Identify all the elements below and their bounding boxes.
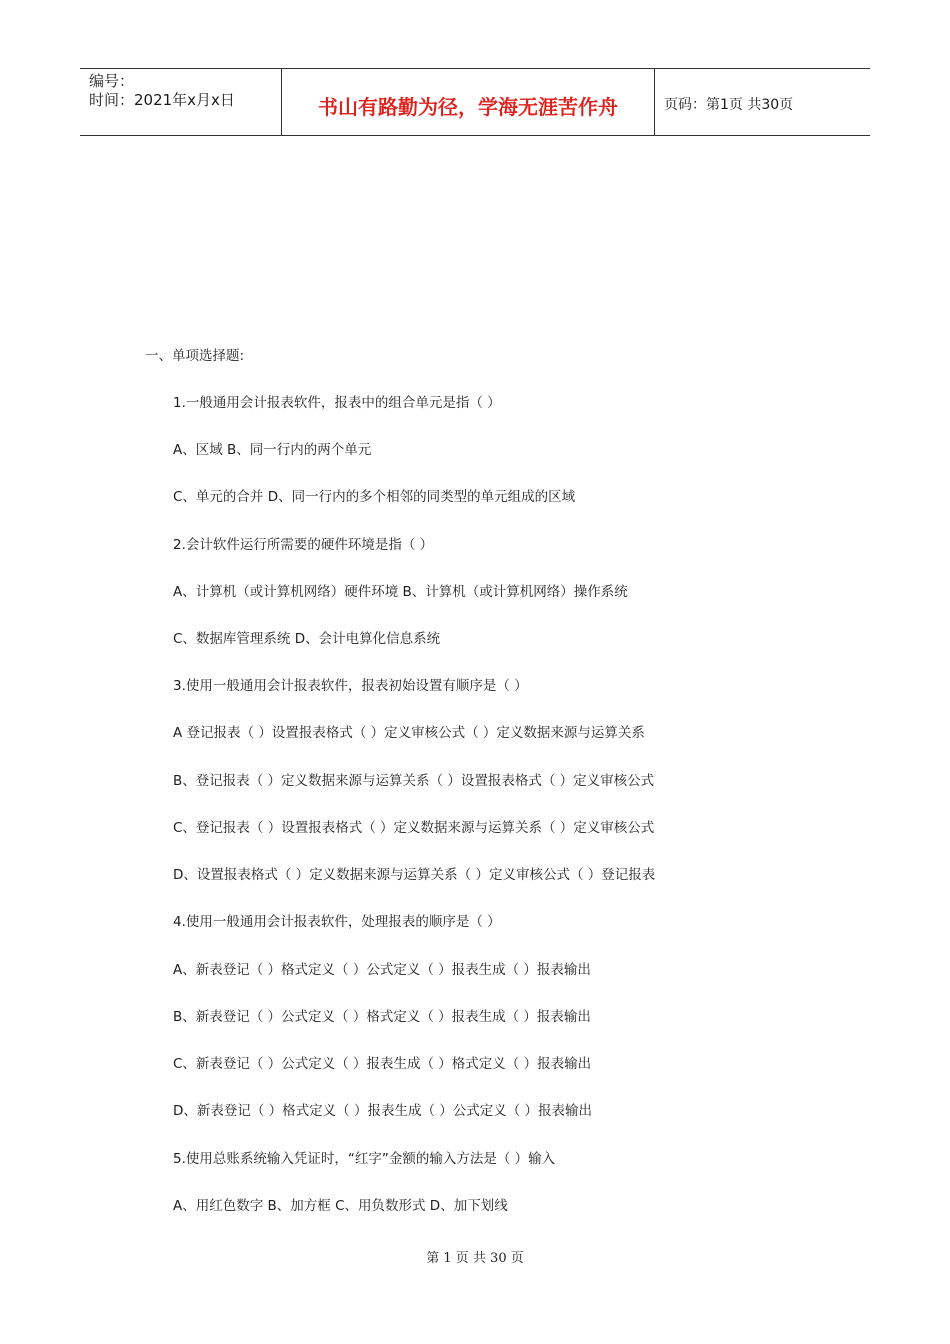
- header-page-cell: [655, 69, 870, 135]
- option-line: B、登记报表（ ）定义数据来源与运算关系（ ）设置报表格式（ ）定义审核公式: [173, 773, 655, 789]
- option-line: A、新表登记（ ）格式定义（ ）公式定义（ ）报表生成（ ）报表输出: [173, 962, 591, 978]
- question-line: 3.使用一般通用会计报表软件，报表初始设置有顺序是（ ）: [173, 678, 528, 694]
- header-motto: 书山有路勤为径，学海无涯苦作舟: [318, 95, 618, 119]
- option-line: C、单元的合并 D、同一行内的多个相邻的同类型的单元组成的区域: [173, 489, 576, 505]
- question-line: 4.使用一般通用会计报表软件，处理报表的顺序是（ ）: [173, 914, 501, 930]
- option-line: A、计算机（或计算机网络）硬件环境 B、计算机（或计算机网络）操作系统: [173, 584, 628, 600]
- option-line: A、区域 B、同一行内的两个单元: [173, 442, 372, 458]
- document-date: 时间：2021年x月x日: [89, 91, 235, 109]
- option-line: D、新表登记（ ）格式定义（ ）报表生成（ ）公式定义（ ）报表输出: [173, 1103, 593, 1119]
- section-title: 一、单项选择题:: [145, 348, 245, 364]
- option-line: A 登记报表（ ）设置报表格式（ ）定义审核公式（ ）定义数据来源与运算关系: [173, 725, 645, 741]
- question-line: 1.一般通用会计报表软件，报表中的组合单元是指（ ）: [173, 395, 501, 411]
- option-line: B、新表登记（ ）公式定义（ ）格式定义（ ）报表生成（ ）报表输出: [173, 1009, 591, 1025]
- question-line: 5.使用总账系统输入凭证时，“红字”金额的输入方法是（ ）输入: [173, 1151, 556, 1167]
- header-meta-cell: [80, 69, 282, 135]
- option-line: C、新表登记（ ）公式定义（ ）报表生成（ ）格式定义（ ）报表输出: [173, 1056, 592, 1072]
- document-header: [80, 68, 870, 136]
- option-line: A、用红色数字 B、加方框 C、用负数形式 D、加下划线: [173, 1198, 508, 1214]
- option-line: C、数据库管理系统 D、会计电算化信息系统: [173, 631, 441, 647]
- page-footer: 第 1 页 共 30 页: [426, 1251, 524, 1266]
- option-line: C、登记报表（ ）设置报表格式（ ）定义数据来源与运算关系（ ）定义审核公式: [173, 820, 655, 836]
- option-line: D、设置报表格式（ ）定义数据来源与运算关系（ ）定义审核公式（ ）登记报表: [173, 867, 656, 883]
- header-page-info: 页码：第1页 共30页: [664, 97, 794, 113]
- header-motto-cell: [282, 69, 655, 135]
- document-number-label: 编号：: [89, 72, 135, 90]
- question-line: 2.会计软件运行所需要的硬件环境是指（ ）: [173, 537, 434, 553]
